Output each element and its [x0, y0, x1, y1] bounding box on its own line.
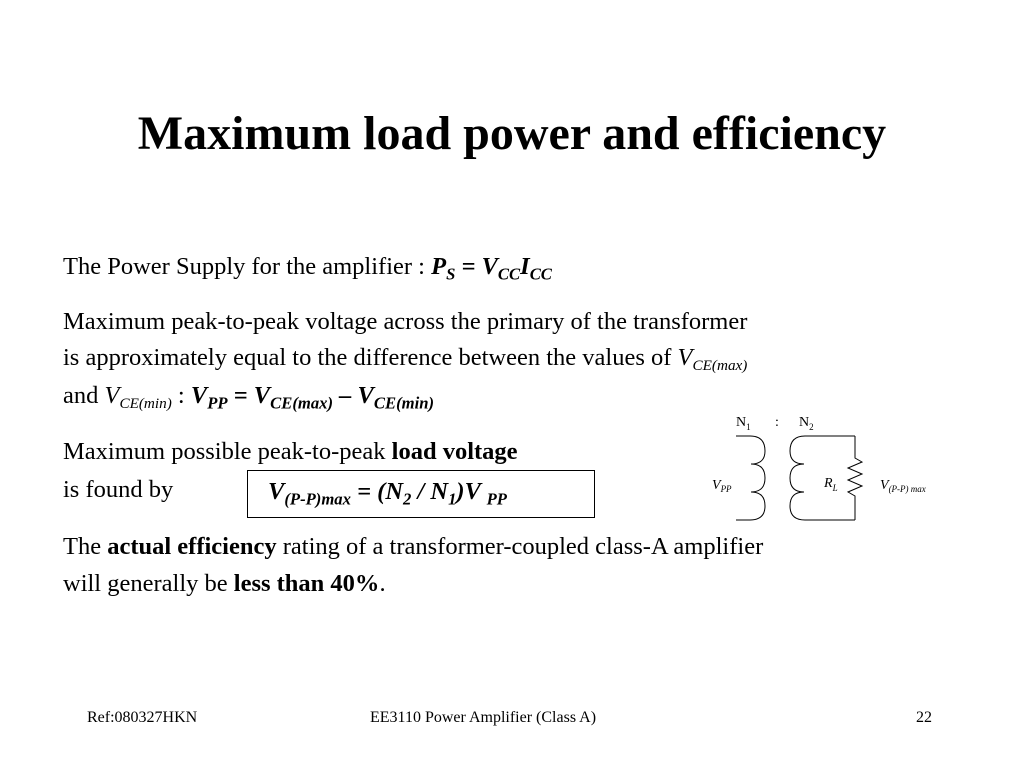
slide-title: Maximum load power and efficiency	[137, 107, 887, 160]
peak-voltage-line-c: and VCE(min) : $V_{PP} = V_{CE(max)} - V_{CE(min)}$	[63, 382, 435, 413]
vpp-equation: $V_{PP} = V_{CE(max)} - V_{CE(min)}$	[190, 382, 435, 413]
footer-course-title: EE3110 Power Amplifier (Class A)	[370, 709, 597, 726]
load-voltage-line-a: Maximum possible peak-to-peak load voltage	[63, 438, 518, 465]
peak-voltage-line-a: Maximum peak-to-peak voltage across the primary of the transformer	[63, 308, 748, 335]
load-voltage-equation: $V_{(P-P)max} = (N_2 / N_1)V$ $_{PP}$	[268, 478, 507, 509]
primary-winding	[736, 436, 765, 520]
n2-label: $N_2$	[799, 415, 814, 432]
transformer-diagram	[700, 408, 960, 543]
ratio-colon: :	[775, 415, 779, 430]
peak-voltage-line-b: is approximately equal to the difference between the values of VCE(max)	[63, 344, 748, 374]
footer-reference: Ref:080327HKN	[87, 709, 198, 726]
power-supply-line	[63, 252, 552, 282]
efficiency-line-b: will generally be less than 40%.	[63, 570, 386, 597]
load-voltage-line-b: is found by	[63, 476, 174, 503]
secondary-winding	[790, 436, 855, 520]
n1-label: $N_1$	[736, 415, 751, 432]
efficiency-line-a: The actual efficiency rating of a transformer-coupled class-A amplifier	[63, 533, 764, 560]
vout-label: $V_{(P-P) max}$	[880, 478, 926, 494]
power-supply-text: The Power Supply for the amplifier :	[63, 253, 432, 280]
rl-label: $R_L$	[824, 476, 838, 493]
power-supply-equation: $P_S = V_{CC}I_{CC}$	[431, 253, 552, 284]
load-resistor	[848, 436, 862, 520]
slide-number: 22	[916, 709, 932, 726]
vpp-label: $V_{PP}$	[712, 478, 732, 494]
transformer-schematic	[700, 408, 960, 538]
